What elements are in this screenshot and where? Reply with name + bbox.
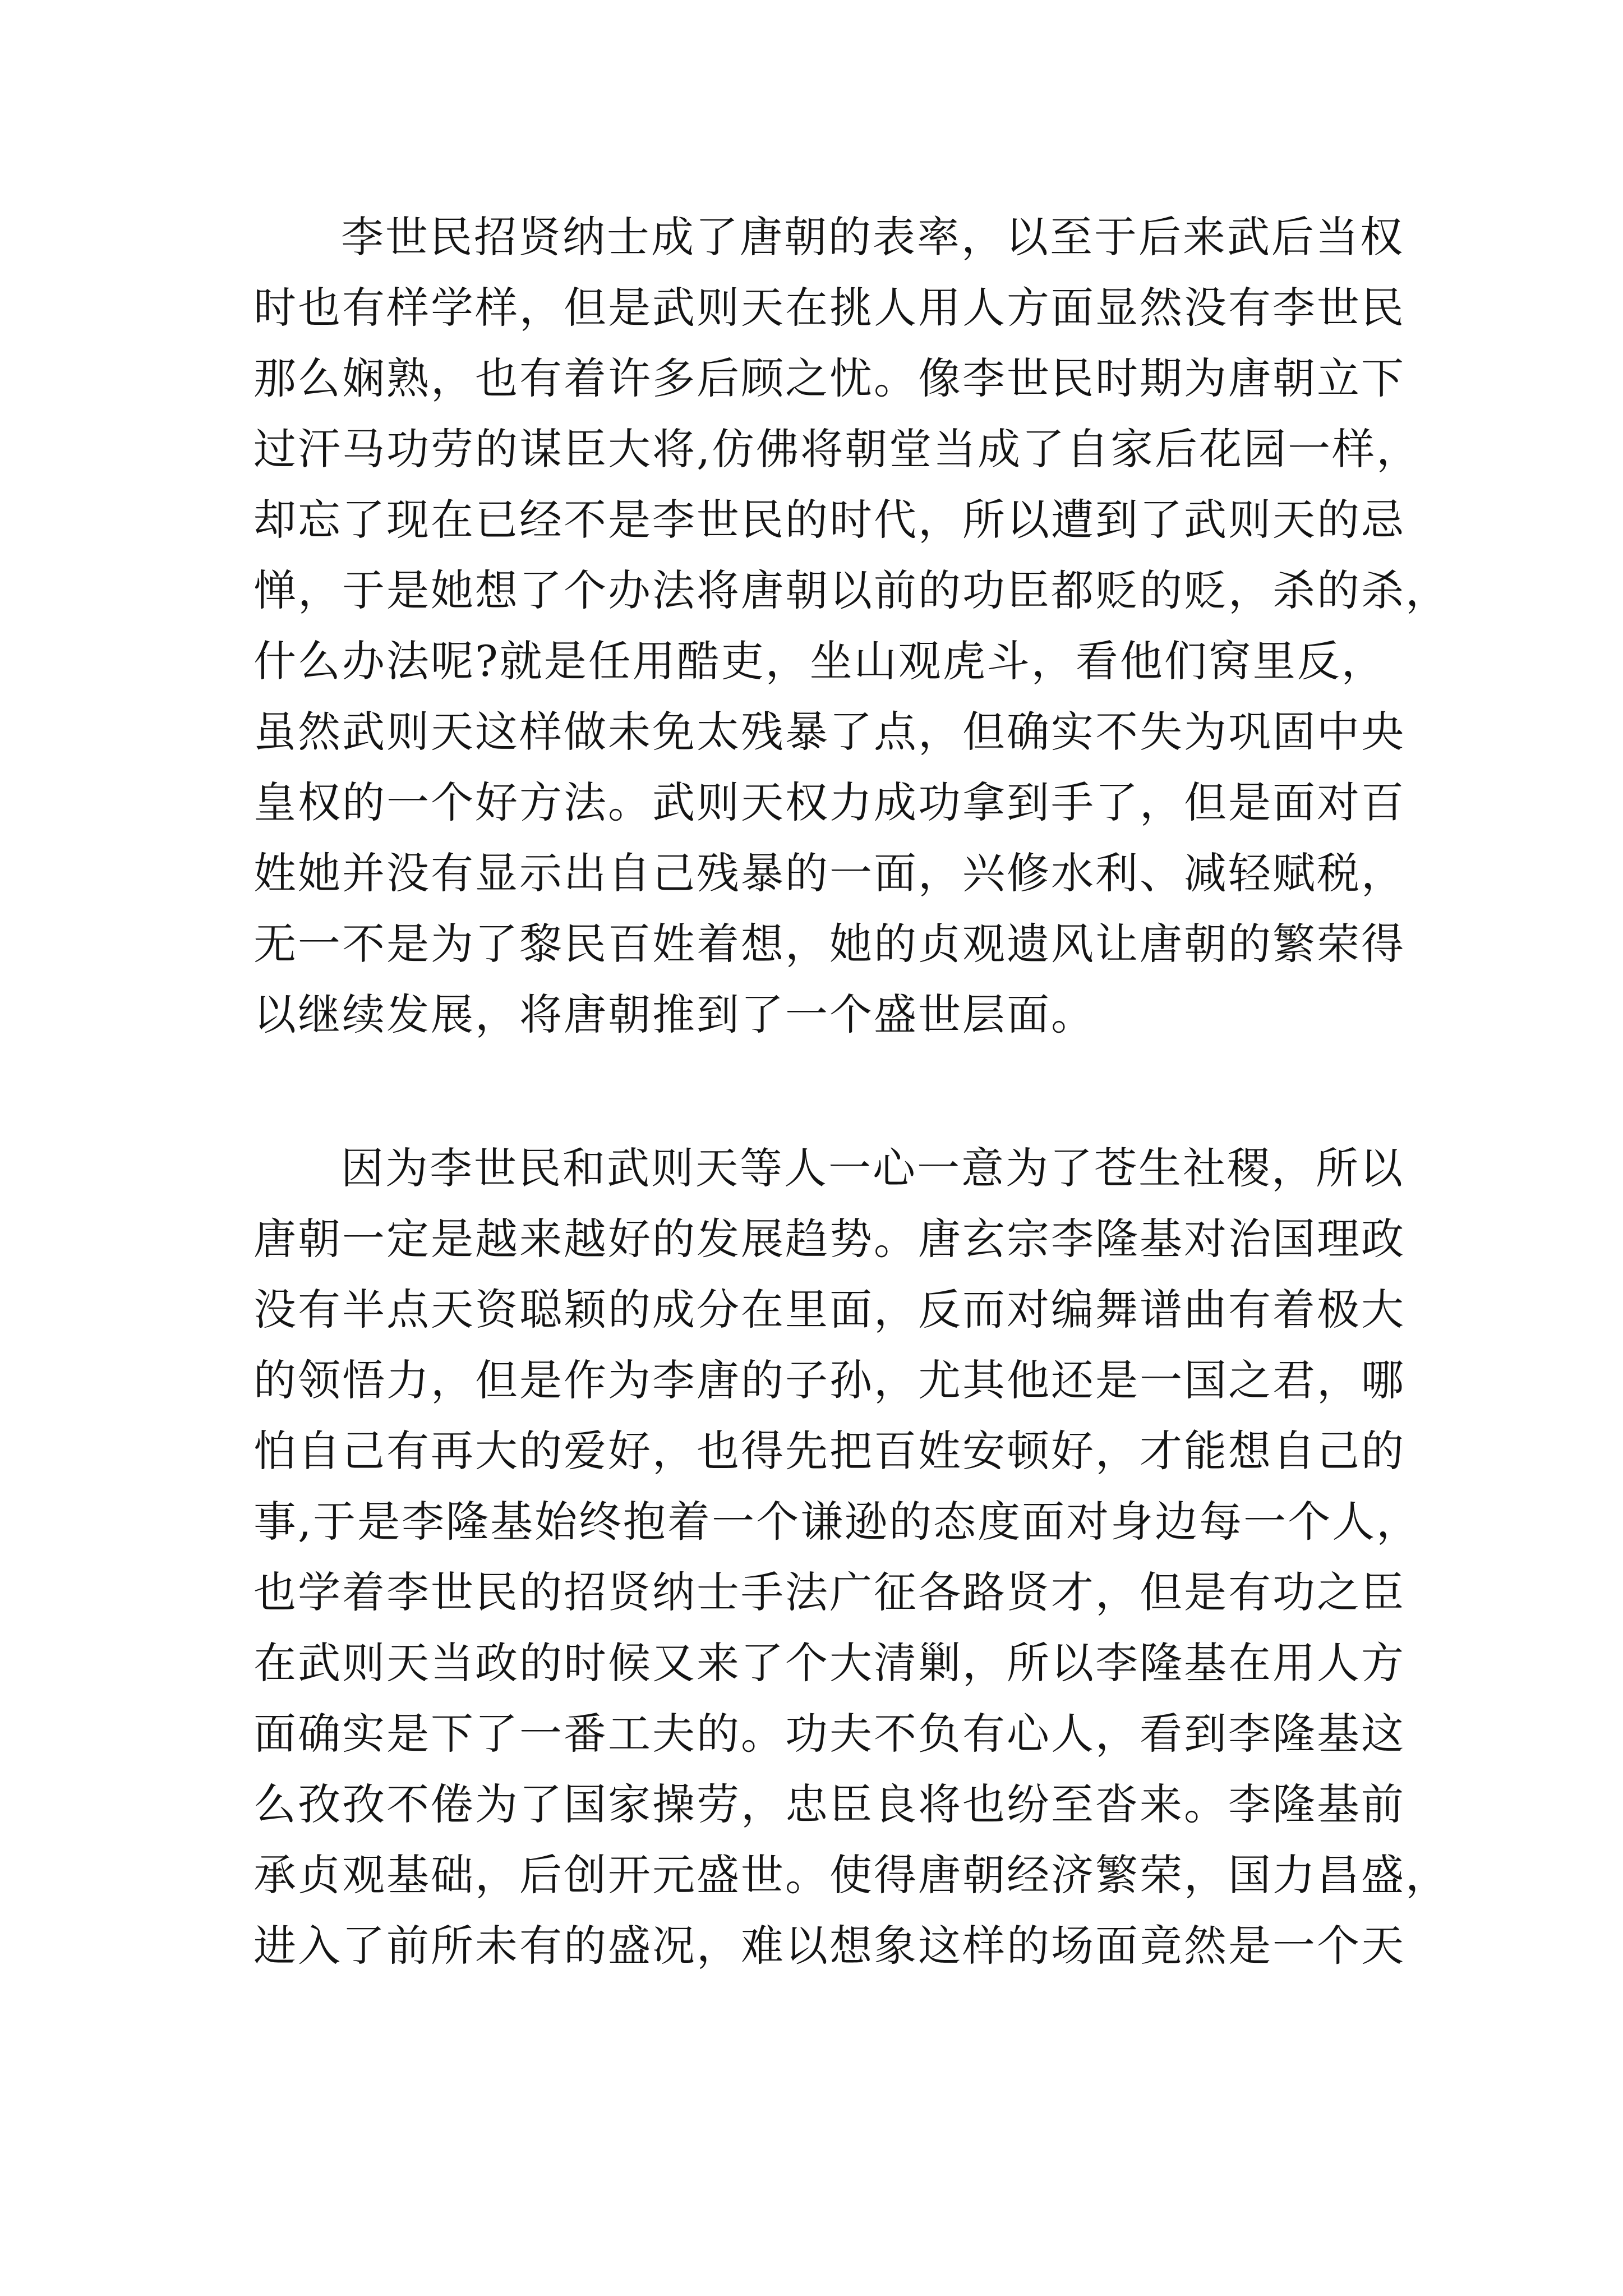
text-line: 进入了前所未有的盛况，难以想象这样的场面竟然是一个天 [253,1921,1405,1971]
paragraph-spacer [253,1050,1398,1133]
paragraph-1 [253,202,1450,1050]
paragraph-2 [253,1133,1450,1981]
text-line: 以继续发展，将唐朝推到了一个盛世层面。 [253,990,1095,1039]
text-line: 事,于是李隆基始终抱着一个谦逊的态度面对身边每一个人， [253,1497,1421,1547]
text-line: 什么办法呢?就是任用酷吏，坐山观虎斗，看他们窝里反， [253,636,1386,686]
text-line: 惮，于是她想了个办法将唐朝以前的功臣都贬的贬，杀的杀， [253,565,1450,615]
text-line: 唐朝一定是越来越好的发展趋势。唐玄宗李隆基对治国理政 [253,1214,1405,1264]
text-line: 么孜孜不倦为了国家操劳，忠臣良将也纷至沓来。李隆基前 [253,1779,1405,1829]
text-line: 时也有样学样，但是武则天在挑人用人方面显然没有李世民 [253,283,1405,333]
text-line: 无一不是为了黎民百姓着想，她的贞观遗风让唐朝的繁荣得 [253,919,1405,969]
text-line: 怕自己有再大的爱好，也得先把百姓安顿好，才能想自己的 [253,1426,1405,1476]
text-line: 因为李世民和武则天等人一心一意为了苍生社稷，所以 [341,1143,1404,1193]
text-line: 却忘了现在已经不是李世民的时代，所以遭到了武则天的忌 [253,495,1405,545]
text-line: 的领悟力，但是作为李唐的子孙，尤其他还是一国之君，哪 [253,1355,1405,1405]
text-line: 那么娴熟，也有着许多后顾之忧。像李世民时期为唐朝立下 [253,353,1405,403]
text-line: 承贞观基础，后创开元盛世。使得唐朝经济繁荣，国力昌盛， [253,1850,1450,1900]
text-line: 在武则天当政的时候又来了个大清剿，所以李隆基在用人方 [253,1638,1405,1688]
text-line: 过汗马功劳的谋臣大将,仿佛将朝堂当成了自家后花园一样， [253,424,1421,474]
text-line: 姓她并没有显示出自己残暴的一面，兴修水利、减轻赋税， [253,848,1405,898]
text-line: 皇权的一个好方法。武则天权力成功拿到手了，但是面对百 [253,777,1405,827]
text-line: 虽然武则天这样做未免太残暴了点，但确实不失为巩固中央 [253,707,1405,757]
text-line: 也学着李世民的招贤纳士手法广征各路贤才，但是有功之臣 [253,1567,1405,1617]
text-line: 面确实是下了一番工夫的。功夫不负有心人，看到李隆基这 [253,1709,1405,1759]
body-text [253,202,1450,1981]
text-line: 李世民招贤纳士成了唐朝的表率，以至于后来武后当权 [341,212,1404,262]
text-line: 没有半点天资聪颖的成分在里面，反而对编舞谱曲有着极大 [253,1285,1405,1335]
